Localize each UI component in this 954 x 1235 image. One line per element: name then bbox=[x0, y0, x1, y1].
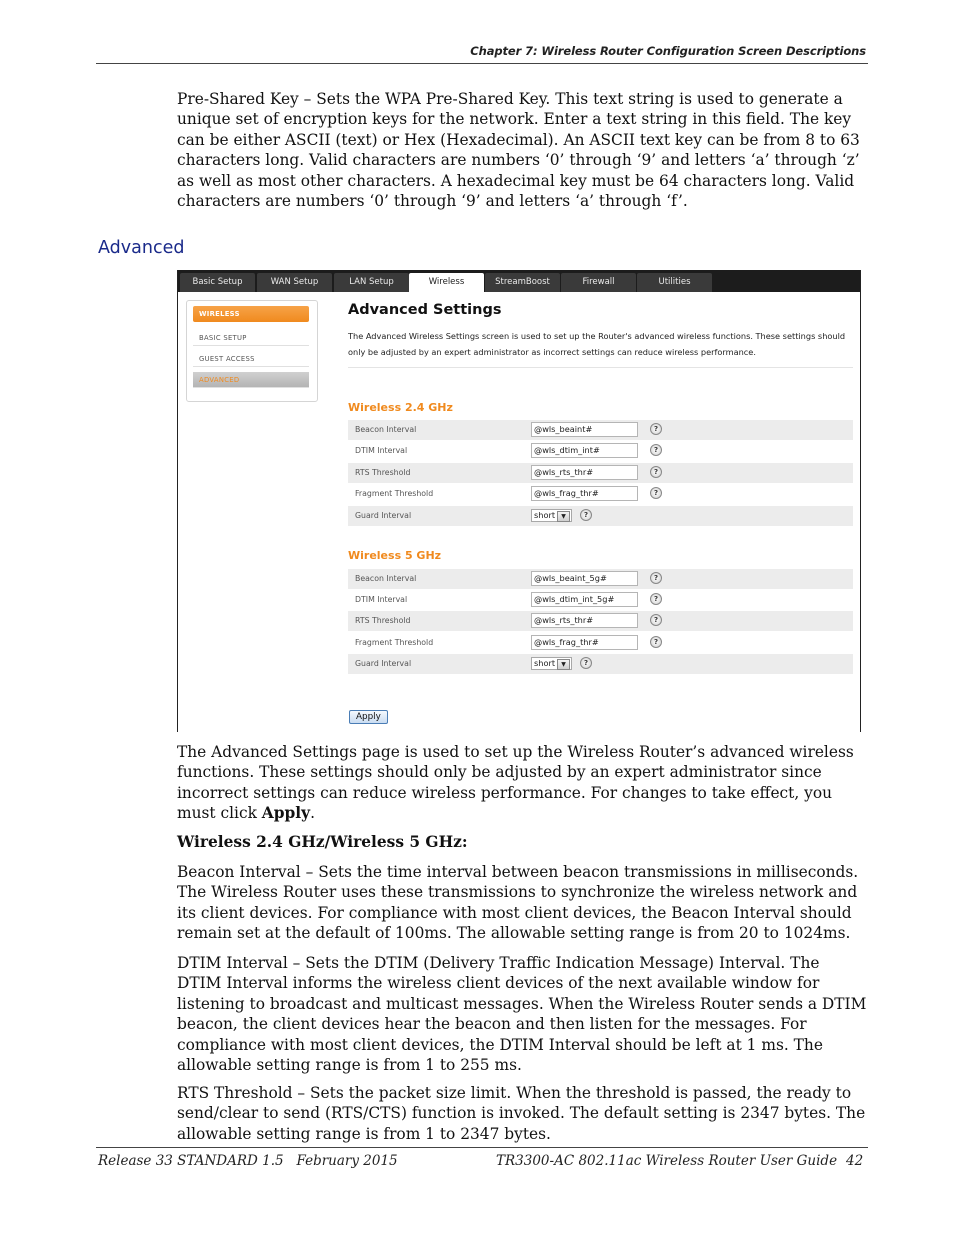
chapter-title: : Wireless Router Configuration Screen Descriptions bbox=[532, 44, 866, 58]
row-fragment-threshold-24 bbox=[348, 484, 853, 504]
help-icon[interactable]: ? bbox=[650, 614, 662, 626]
beacon-interval-input[interactable]: @wls_beaint_5g# bbox=[531, 571, 638, 586]
row-label: Guard Interval bbox=[355, 659, 412, 668]
row-label: Beacon Interval bbox=[355, 425, 417, 434]
apply-button[interactable]: Apply bbox=[349, 710, 388, 724]
row-dtim-interval-24 bbox=[348, 441, 853, 461]
row-label: RTS Threshold bbox=[355, 468, 411, 477]
chevron-down-icon[interactable]: ▼ bbox=[557, 511, 570, 522]
fragment-threshold-input[interactable]: @wls_frag_thr# bbox=[531, 635, 638, 650]
subheading-wireless-bands: Wireless 2.4 GHz/Wireless 5 GHz: bbox=[177, 833, 468, 851]
row-rts-threshold-5 bbox=[348, 611, 853, 631]
sidebar-item-advanced[interactable]: ADVANCED bbox=[193, 372, 309, 388]
dtim-interval-paragraph: DTIM Interval – Sets the DTIM (Delivery Traffic Indication Message) Interval. The DTIM Interval informs the wireless client devices of the next available window for listening to broadcast and multicast messages. When the Wireless Router sends a DTIM beacon, the client devices hear the beacon and then listen for the messages. For compliance with most client devices, the DTIM Interval should be left at 1 ms. The allowable setting range is from 1 to 255 ms. bbox=[177, 954, 867, 1075]
footer-release: Release 33 STANDARD 1.5 February 2015 bbox=[98, 1153, 398, 1169]
advanced-settings-paragraph bbox=[177, 742, 867, 824]
footer-rule bbox=[96, 1147, 868, 1148]
row-label: Beacon Interval bbox=[355, 574, 417, 583]
row-fragment-threshold-5 bbox=[348, 633, 853, 653]
footer-guide-title: TR3300-AC 802.11ac Wireless Router User Guide bbox=[496, 1153, 838, 1169]
tab-wan-setup[interactable]: WAN Setup bbox=[257, 273, 332, 292]
tab-firewall[interactable]: Firewall bbox=[561, 273, 636, 292]
dtim-interval-input[interactable]: @wls_dtim_int# bbox=[531, 443, 638, 458]
row-label: RTS Threshold bbox=[355, 616, 411, 625]
row-label: DTIM Interval bbox=[355, 446, 408, 455]
select-value: short bbox=[534, 510, 556, 520]
page-number: 42 bbox=[846, 1153, 864, 1169]
tab-wireless[interactable]: Wireless bbox=[409, 273, 484, 292]
row-beacon-interval-24 bbox=[348, 420, 853, 440]
row-dtim-interval-5 bbox=[348, 590, 853, 610]
help-icon[interactable]: ? bbox=[650, 466, 662, 478]
advanced-para-end: . bbox=[310, 804, 315, 823]
help-icon[interactable]: ? bbox=[650, 423, 662, 435]
section-heading-advanced: Advanced bbox=[98, 238, 185, 258]
row-guard-interval-24 bbox=[348, 506, 853, 526]
row-label: Guard Interval bbox=[355, 511, 412, 520]
header-rule bbox=[96, 63, 868, 64]
beacon-interval-input[interactable]: @wls_beaint# bbox=[531, 422, 638, 437]
chevron-down-icon[interactable]: ▼ bbox=[557, 659, 570, 670]
guard-interval-select[interactable] bbox=[531, 509, 572, 522]
advanced-para-text: The Advanced Settings page is used to set up the Wireless Router’s advanced wireless functions. These settings should only be adjusted by an expert administrator since incorrect settings can reduce wireless performance. For changes to take effect, you must click bbox=[177, 743, 854, 823]
help-icon[interactable]: ? bbox=[650, 487, 662, 499]
tab-basic-setup[interactable]: Basic Setup bbox=[180, 273, 255, 292]
advanced-settings-title: Advanced Settings bbox=[348, 302, 502, 318]
help-icon[interactable]: ? bbox=[580, 657, 592, 669]
select-value: short bbox=[534, 658, 556, 668]
row-rts-threshold-24 bbox=[348, 463, 853, 483]
row-label: DTIM Interval bbox=[355, 595, 408, 604]
row-guard-interval-5 bbox=[348, 654, 853, 674]
sidebar-item-guest-access[interactable]: GUEST ACCESS bbox=[193, 351, 309, 367]
guard-interval-select[interactable] bbox=[531, 657, 572, 670]
running-header bbox=[470, 44, 866, 58]
row-beacon-interval-5 bbox=[348, 569, 853, 589]
top-tab-bar bbox=[178, 270, 861, 292]
tab-utilities[interactable]: Utilities bbox=[637, 273, 712, 292]
rts-threshold-input[interactable]: @wls_rts_thr# bbox=[531, 613, 638, 628]
row-label: Fragment Threshold bbox=[355, 489, 434, 498]
help-icon[interactable]: ? bbox=[650, 444, 662, 456]
chapter-label: Chapter 7 bbox=[470, 44, 533, 58]
beacon-interval-paragraph: Beacon Interval – Sets the time interval between beacon transmissions in milliseconds. The Wireless Router uses these transmissions to synchronize the wireless network and its client devices. For compliance with most client devices, the Beacon Interval should remain set at the default of 100ms. The allowable setting range is from 20 to 1024ms. bbox=[177, 863, 859, 943]
sidebar-item-basic-setup[interactable]: BASIC SETUP bbox=[193, 330, 309, 346]
tab-lan-setup[interactable]: LAN Setup bbox=[334, 273, 409, 292]
group-title-5ghz: Wireless 5 GHz bbox=[348, 549, 442, 562]
group-title-2-4ghz: Wireless 2.4 GHz bbox=[348, 401, 453, 414]
sidebar-header-wireless[interactable]: WIRELESS bbox=[193, 306, 309, 322]
dtim-interval-input[interactable]: @wls_dtim_int_5g# bbox=[531, 592, 638, 607]
pre-shared-key-paragraph: Pre-Shared Key – Sets the WPA Pre-Shared Key. This text string is used to generate a unique set of encryption keys for the network. Enter a text string in this field. The key can be either ASCII (text) or Hex (Hexadecimal). An ASCII text key can be from 8 to 63 characters long. Valid characters are numbers ‘0’ through ‘9’ and letters ‘a’ through ‘z’ as well as most other characters. A hexadecimal key must be 64 characters long. Valid characters are numbers ‘0’ through ‘9’ and letters ‘a’ through ‘f’. bbox=[177, 90, 860, 211]
advanced-settings-description: The Advanced Wireless Settings screen is used to set up the Router's advanced wireless functions. These settings should only be adjusted by an expert administrator as incorrect settings can reduce wireless performance. bbox=[348, 331, 846, 357]
tab-streamboost[interactable]: StreamBoost bbox=[485, 273, 560, 292]
help-icon[interactable]: ? bbox=[650, 593, 662, 605]
row-label: Fragment Threshold bbox=[355, 638, 434, 647]
help-icon[interactable]: ? bbox=[650, 636, 662, 648]
fragment-threshold-input[interactable]: @wls_frag_thr# bbox=[531, 486, 638, 501]
rts-threshold-input[interactable]: @wls_rts_thr# bbox=[531, 465, 638, 480]
advanced-para-bold: Apply bbox=[261, 804, 311, 823]
help-icon[interactable]: ? bbox=[580, 509, 592, 521]
sidebar-menu bbox=[186, 300, 318, 402]
help-icon[interactable]: ? bbox=[650, 572, 662, 584]
rts-threshold-paragraph: RTS Threshold – Sets the packet size limit. When the threshold is passed, the ready to send/clear to send (RTS/CTS) function is invoked. The default setting is 2347 bytes. The allowable setting range is from 1 to 2347 bytes. bbox=[177, 1084, 866, 1143]
advanced-settings-screenshot bbox=[177, 270, 861, 732]
divider bbox=[348, 367, 853, 368]
